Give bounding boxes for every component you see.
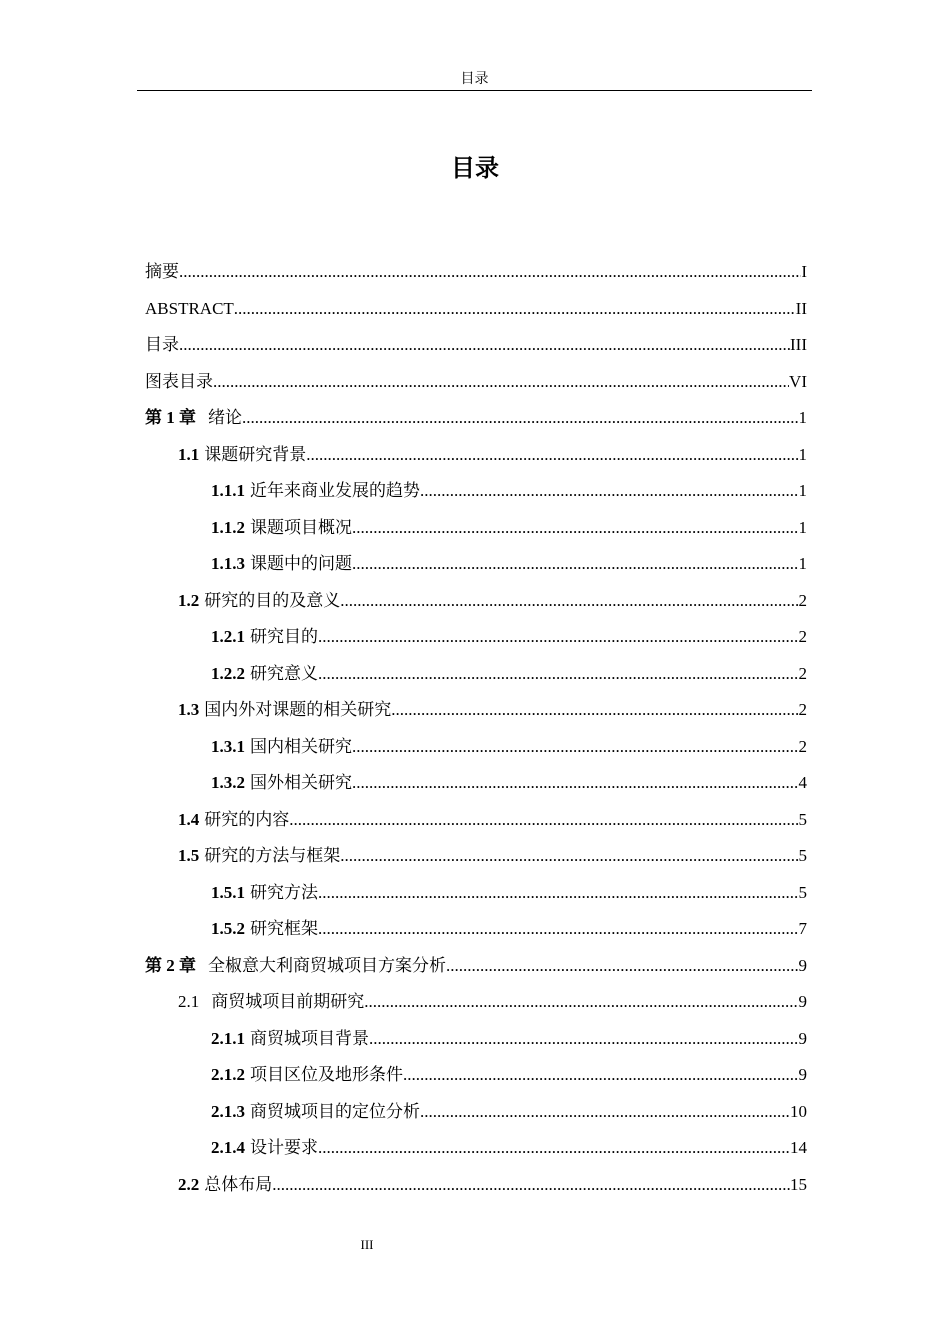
toc-entry[interactable] [145,729,807,766]
toc-dot-leader [352,765,799,802]
toc-entry-number: 2.1.3 [211,1101,245,1121]
toc-entry-title: 研究方法 [250,882,318,902]
page-title: 目录 [451,154,499,182]
toc-entry-number: 1.2.2 [211,663,245,683]
toc-dot-leader [318,875,799,912]
toc-entry-page: 1 [798,481,807,500]
toc-entry-title: 国内外对课题的相关研究 [204,700,392,719]
toc-dot-leader [213,364,789,401]
toc-entry-number: 1.1 [178,444,200,464]
toc-entry-page: 14 [790,1138,807,1157]
toc-entry-number: 1.3.1 [211,736,245,756]
toc-entry-page: III [790,335,807,354]
toc-entry[interactable] [145,1130,807,1167]
toc-dot-leader [352,546,799,583]
toc-entry-page: 1 [798,554,807,573]
toc-entry-page: 2 [798,700,807,719]
toc-entry-title: ABSTRACT [145,298,234,318]
toc-entry-title: 商贸城项目背景 [250,1028,369,1048]
toc-entry-number: 2.1 [178,992,200,1011]
toc-entry-page: 5 [798,809,807,829]
toc-entry-number: 2.2 [178,1174,200,1194]
toc-dot-leader [272,1167,790,1204]
toc-entry[interactable] [145,875,807,912]
toc-entry[interactable] [145,400,807,437]
toc-dot-leader [446,948,799,985]
toc-entry-page: 15 [790,1174,807,1194]
toc-entry-number: 1.2.1 [211,627,245,646]
toc-entry-number: 第 2 章 [145,955,196,975]
toc-dot-leader [179,327,790,364]
toc-entry-page: 9 [798,1028,807,1048]
toc-entry[interactable] [145,546,807,583]
toc-entry-title: 全椒意大利商贸城项目方案分析 [208,955,446,975]
toc-dot-leader [369,1021,799,1058]
toc-entry[interactable] [145,1167,807,1204]
toc-entry-title: 目录 [145,335,179,354]
toc-entry-page: 5 [798,882,807,902]
toc-entry-title: 研究意义 [250,663,318,683]
toc-entry-page: 1 [798,408,807,427]
toc-entry[interactable] [145,583,807,620]
toc-entry[interactable] [145,838,807,875]
toc-entry-page: 9 [798,955,807,975]
page-number: III [360,1237,374,1252]
toc-entry-title: 研究的方法与框架 [204,846,341,865]
toc-entry-number: 第 1 章 [145,408,196,427]
toc-entry-page: 2 [798,627,807,646]
toc-dot-leader [403,1057,799,1094]
toc-entry-title: 摘要 [145,262,179,281]
toc-entry-page: 9 [798,1065,807,1084]
toc-entry[interactable] [145,291,807,328]
toc-entry[interactable] [145,1021,807,1058]
toc-entry-number: 1.3.2 [211,773,245,792]
toc-entry-page: 2 [798,736,807,756]
running-header: 目录 [137,70,812,91]
toc-dot-leader [420,1094,790,1131]
toc-dot-leader [234,291,796,328]
toc-entry-page: I [801,262,807,281]
toc-dot-leader [340,583,798,620]
toc-dot-leader [364,984,798,1021]
toc-entry[interactable] [145,437,807,474]
toc-dot-leader [352,510,799,547]
toc-entry-number: 2.1.4 [211,1138,245,1157]
toc-entry-page: 5 [798,846,807,865]
table-of-contents [145,254,807,1203]
toc-entry-number: 2.1.1 [211,1028,245,1048]
toc-entry-title: 国内相关研究 [250,736,352,756]
toc-dot-leader [420,473,799,510]
toc-entry-title: 课题中的问题 [250,554,352,573]
toc-entry-number: 1.5.1 [211,882,245,902]
toc-entry-title: 图表目录 [145,371,213,391]
toc-entry-number: 1.5 [178,846,200,865]
toc-entry-number: 1.5.2 [211,919,245,938]
toc-entry[interactable] [145,510,807,547]
toc-entry-page: 7 [798,919,807,938]
toc-entry-title: 设计要求 [250,1138,318,1157]
toc-dot-leader [391,692,798,729]
toc-entry[interactable] [145,984,807,1021]
toc-entry-title: 国外相关研究 [250,773,352,792]
toc-entry-number: 1.4 [178,809,200,829]
toc-dot-leader [352,729,799,766]
toc-entry-title: 近年来商业发展的趋势 [250,481,420,500]
toc-entry[interactable] [145,473,807,510]
toc-dot-leader [306,437,798,474]
toc-entry[interactable] [145,692,807,729]
toc-entry[interactable] [145,619,807,656]
toc-dot-leader [289,802,798,839]
toc-entry[interactable] [145,948,807,985]
toc-entry-title: 商贸城项目的定位分析 [250,1101,420,1121]
toc-dot-leader [318,619,799,656]
toc-entry-title: 绪论 [208,408,242,427]
toc-dot-leader [318,911,799,948]
toc-entry-page: 10 [790,1101,807,1121]
toc-entry-number: 1.1.2 [211,517,245,537]
toc-dot-leader [318,656,799,693]
toc-entry-title: 研究的内容 [204,809,290,829]
toc-entry-number: 1.3 [178,700,200,719]
toc-entry[interactable] [145,1057,807,1094]
toc-entry-page: 2 [798,663,807,683]
toc-entry-page: 9 [798,992,807,1011]
toc-entry-page: 1 [798,444,807,464]
toc-entry[interactable] [145,656,807,693]
toc-entry[interactable] [145,765,807,802]
toc-entry-number: 1.1.1 [211,481,245,500]
toc-entry-number: 1.2 [178,590,200,610]
toc-entry-title: 研究的目的及意义 [204,590,341,610]
toc-entry-title: 研究框架 [250,919,318,938]
toc-entry-number: 2.1.2 [211,1065,245,1084]
toc-entry-page: 1 [798,517,807,537]
toc-dot-leader [340,838,798,875]
toc-entry[interactable] [145,1094,807,1131]
toc-entry[interactable] [145,254,807,291]
toc-entry[interactable] [145,911,807,948]
toc-entry-number: 1.1.3 [211,554,245,573]
toc-dot-leader [242,400,799,437]
toc-entry-title: 总体布局 [204,1174,273,1194]
toc-dot-leader [179,254,801,291]
toc-entry-title: 课题研究背景 [204,444,307,464]
toc-entry-title: 研究目的 [250,627,318,646]
toc-entry-page: 4 [798,773,807,792]
toc-dot-leader [318,1130,790,1167]
toc-entry-title: 商贸城项目前期研究 [211,992,365,1011]
toc-entry-page: 2 [798,590,807,610]
toc-entry-title: 课题项目概况 [250,517,352,537]
toc-entry-title: 项目区位及地形条件 [250,1065,403,1084]
toc-entry[interactable] [145,364,807,401]
toc-entry[interactable] [145,327,807,364]
toc-entry-page: VI [789,371,807,391]
toc-entry[interactable] [145,802,807,839]
toc-entry-page: II [795,298,807,318]
